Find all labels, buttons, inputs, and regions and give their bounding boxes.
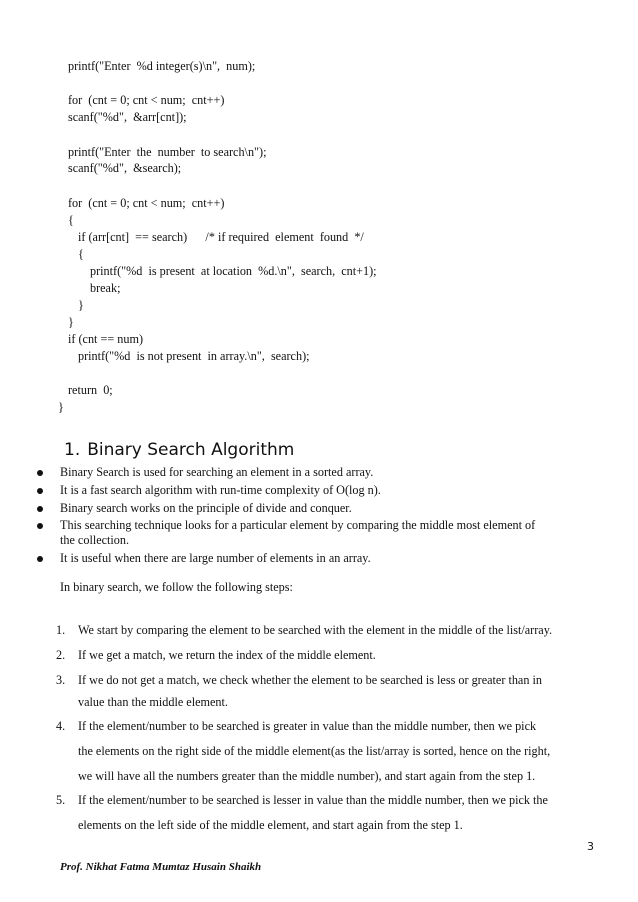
code-line: break;	[90, 281, 121, 295]
code-line: printf("%d is present at location %d.\n", search, cnt+1);	[90, 264, 377, 278]
step-number: 2.	[56, 648, 66, 662]
step-number: 1.	[56, 623, 66, 637]
step-number: 5.	[56, 793, 66, 807]
section-title: Binary Search Algorithm	[87, 440, 295, 460]
section-number: 1.	[64, 440, 81, 460]
bullet-icon	[37, 523, 43, 529]
code-line: for (cnt = 0; cnt < num; cnt++)	[68, 196, 225, 210]
bullet-icon	[37, 556, 43, 562]
step-text: If we do not get a match, we check whether the element to be searched is less or greater than in	[78, 673, 542, 687]
list-item: It is a fast search algorithm with run-time complexity of O(log n).	[60, 483, 381, 497]
bullet-icon	[37, 470, 43, 476]
step-text: We start by comparing the element to be searched with the element in the middle of the list/array.	[78, 623, 553, 637]
code-line: {	[68, 213, 74, 227]
list-item-continuation: the collection.	[60, 533, 130, 547]
step-text: If the element/number to be searched is lesser in value than the middle number, then we pick the	[78, 793, 548, 807]
code-line: for (cnt = 0; cnt < num; cnt++)	[68, 93, 225, 107]
code-line: printf("%d is not present in array.\n", search);	[78, 349, 310, 363]
list-item: This searching technique looks for a particular element by comparing the middle most element of	[60, 518, 536, 532]
code-line: }	[58, 400, 64, 414]
code-line: }	[78, 298, 84, 312]
code-line: if (arr[cnt] == search) /* if required element found */	[78, 230, 364, 244]
code-line: printf("Enter the number to search\n");	[68, 145, 267, 159]
step-number: 4.	[56, 719, 66, 733]
code-line: if (cnt == num)	[68, 332, 144, 346]
footer-author: Prof. Nikhat Fatma Mumtaz Husain Shaikh	[60, 861, 262, 873]
list-item: It is useful when there are large number of elements in an array.	[60, 551, 371, 565]
bullet-icon	[37, 506, 43, 512]
code-line: return 0;	[68, 383, 113, 397]
list-item: Binary search works on the principle of divide and conquer.	[60, 501, 352, 515]
bullet-icon	[37, 488, 43, 494]
section-heading	[64, 440, 294, 460]
step-text: If we get a match, we return the index of the middle element.	[78, 648, 376, 662]
step-text: value than the middle element.	[78, 695, 228, 709]
code-line: scanf("%d", &arr[cnt]);	[68, 110, 187, 124]
code-line: }	[68, 315, 74, 329]
list-item: Binary Search is used for searching an element in a sorted array.	[60, 465, 374, 479]
step-number: 3.	[56, 673, 66, 687]
code-line: printf("Enter %d integer(s)\n", num);	[68, 59, 256, 73]
page-number: 3	[587, 840, 594, 853]
step-text: elements on the left side of the middle element, and start again from the step 1.	[78, 818, 463, 832]
step-text: we will have all the numbers greater than the middle number), and start again from the step 1.	[78, 769, 536, 783]
step-text: If the element/number to be searched is greater in value than the middle number, then we pick	[78, 719, 537, 733]
code-line: scanf("%d", &search);	[68, 161, 182, 175]
code-line: {	[78, 247, 84, 261]
intro-paragraph: In binary search, we follow the following steps:	[60, 580, 293, 594]
step-text: the elements on the right side of the middle element(as the list/array is sorted, hence on the right,	[78, 744, 551, 758]
